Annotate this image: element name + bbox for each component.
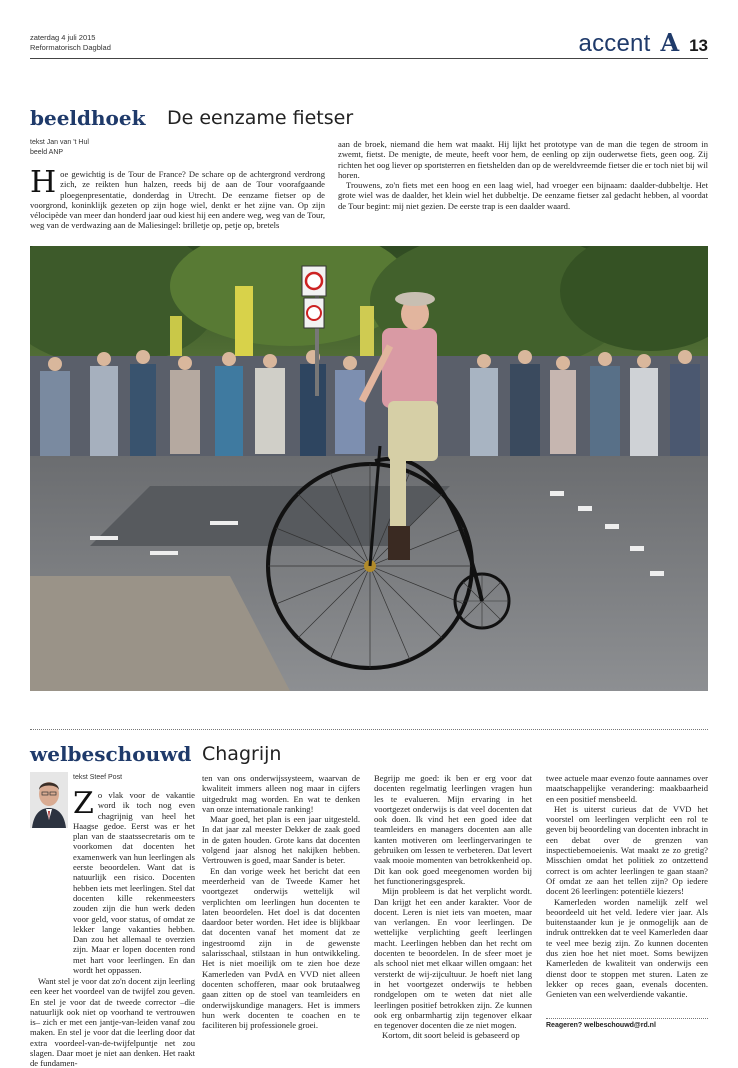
section-logo: A (660, 28, 680, 57)
paragraph: aan de broek, niemand die hem wat maakt. Hij lijkt het prototype van de man die tegen de stroom in zwemt, fietst. De menigte, de meute, heeft voor hem, de eenling op zijn ouderwetse fiets, geen oog. Zij richten het oog liever op sportsterren en fietshelden dan op de wereldvreemde fietser die er toch niet bij wil horen. (338, 139, 708, 180)
article2-author: tekst Steef Post (73, 774, 123, 781)
page-number: 13 (689, 36, 708, 55)
publication-name: Reformatorisch Dagblad (30, 43, 111, 52)
paragraph: Kamerleden worden namelijk zelf wel beoordeeld uit het veld. Iedere vier jaar. Als buitenstaander kun je je onmogelijk aan de indruk onttrekken dat te veel Kamerleden daar te veel mee bezig zijn. Zo kunnen docenten dus zien hoe het niet moet. Soms bewijzen Kamerleden de kwaliteit van onderwijs een dienst door te stoppen met sturen. Laten ze lekker op reces gaan, evenals docenten. Genieten van een welverdiende vakantie. (546, 896, 708, 1000)
article1-dropcap: H (30, 165, 57, 200)
reageren-divider (546, 1018, 708, 1019)
article1-photo-credit: beeld ANP (30, 148, 64, 156)
header-divider (30, 58, 708, 59)
article2-credits (73, 773, 122, 783)
article2-kicker: welbeschouwd (30, 742, 192, 766)
paragraph: En dan vorige week het bericht dat een meerderheid van de Tweede Kamer het voortgezet onderwijs wettelijk wil verplichten om leerlingen hun docenten te laten beoordelen. Het doel is dat docenten daardoor beter worden. Het idee is blijkbaar dat docenten vanaf het moment dat ze ingestroomd zijn in de gewenste salarisschaal, stilstaan in hun ontwikkeling. Het is niet moeilijk om te zien hoe deze Kamerleden van PvdA en VVD niet alleen docenten schofferen, maar ook brutaalweg gaan zitten op de stoel van teamleiders en onderwijskundige managers. Het is immers hun werk docenten te coachen en te faciliteren bij professionele groei. (202, 865, 360, 1031)
paragraph: Begrijp me goed: ik ben er erg voor dat docenten regelmatig leerlingen vragen hun les te evalueren. Mijn ervaring in het voortgezet onderwijs is dat veel docenten dat ook doen. Ik vind het een goed idee dat teamleiders en managers docenten aan alle kanten motiveren om leerlingervaringen te gebruiken om lessen te verbeteren. Dat levert vaak mooie momenten van betrokkenheid op. Dit kan ook goed meegenomen worden bij het functioneringsgesprek. (374, 773, 532, 886)
article2-column-4 (546, 773, 708, 1000)
article1-credits (30, 138, 89, 157)
section-name: accent (578, 30, 651, 57)
article1-author: tekst Jan van 't Hul (30, 139, 89, 146)
paragraph: Trouwens, zo'n fiets met een hoog en een laag wiel, had vroeger een bijnaam: daalder-dubbeltje. Het grote wiel was de daalder, het klein wiel het dubbeltje. De eenzame fietser zal gedacht hebben, al voordat de Tour begint: mij niet gezien. De eerste trap is een daalder waard. (338, 180, 708, 211)
paragraph: Want stel je voor dat zo'n docent zijn leerling een keer het voordeel van de twijfel zou geven. En stel je voor dat de tweede corrector –die natuurlijk ook niet op voorhand te vertrouwen is– zich er met een jantje-van-leiden vanaf zou maken. En stel je voor dat die leerling door dat extra voordeel-van-de-twijfelpuntje net zou slagen. Daar moet je niet aan denken. Het raakt de fundamen- (30, 976, 195, 1068)
article1-kicker: beeldhoek (30, 106, 146, 130)
author-portrait-image (30, 772, 68, 828)
penny-farthing-photo (30, 246, 708, 691)
article2-column-2 (202, 773, 360, 1030)
article1-headline: De eenzame fietser (167, 107, 354, 129)
paragraph: Mijn probleem is dat het verplicht wordt. Dan krijgt het een ander karakter. Voor de docent. Leren is niet iets van moeten, maar van verlangen. En voor leerlingen. De wettelijke verplichting geeft leerlingen macht. Leerlingen hebben dan het recht om docenten te beoordelen. In de sfeer moet je als school niet met elkaar willen omgaan: het versterkt de wij-zijcultuur. Je hoeft niet lang in het voortgezet onderwijs te hebben rondgelopen om te weten dat niet alle leerlingen positief betrokken zijn. Ze kunnen ook erg onbarmhartig zijn tegenover elkaar en tegenover docenten die ze niet mogen. (374, 886, 532, 1031)
article2-column-1-top (73, 786, 195, 976)
article1-column-1 (30, 165, 325, 231)
masthead-left (30, 33, 111, 53)
paragraph: Kortom, dit soort beleid is gebaseerd op (382, 1030, 520, 1041)
article1-column-2 (338, 139, 708, 211)
article2-headline: Chagrijn (202, 743, 282, 765)
article1-photo (30, 246, 708, 691)
paragraph: twee actuele maar evenzo foute aannames over maatschappelijke verandering: maakbaarheid en een positief mensbeeld. (546, 773, 708, 804)
paragraph: o vlak voor de vakantie word ik toch nog even chagrijnig van heel het Haagse gedoe. Eerst was er het plan van de staatssecretaris om te voorkomen dat docenten het examenwerk van hun leerlingen als eerste beoordelen. Want dat is natuurlijk een risico. Docenten hebben iets met leerlingen. Stel dat docenten kille rekenmeesters zouden zijn die hun werk deden voor geld, voor status, of omdat ze lekker lange vakanties hebben. Dan zou het allemaal te overzien zijn. Maar er lopen docenten rond met hart voor leerlingen. En dan wordt het oppassen. (73, 790, 195, 976)
paragraph: oe gewichtig is de Tour de France? De schare op de achtergrond verdrong zich, ze reikten hun halzen, reeds bij de aan de Tour voorafgaande ploegenpresentatie, donderdag in Utrecht. De eenzame fietser op de voorgrond, koninklijk gezeten op zijn hoge wiel, denkt er het zijne van. Op zijn vélocipède van meer dan honderd jaar oud kiest hij een andere weg, weg van de Tour, weg van de verdwazing aan de Maliesingel: brilletje op, petje op, bretels (30, 169, 325, 231)
article2-column-3 (374, 773, 532, 1041)
article2-column-1-bottom (30, 976, 195, 1068)
paragraph: Het is uiterst curieus dat de VVD het voorstel om leerlingen verplicht een rol te geven bij beoordeling van docenten inbracht in een debat over de grenzen van inspectiebemoeienis. Wat maakt ze zo gretig? Misschien omdat het politiek zo ontzettend correct is om achter leerlingen te gaan staan? Of omdat ze aan het tellen zijn? Op iedere docent 26 leerlingen: potentiële kiezers! (546, 803, 708, 897)
masthead-right (579, 28, 708, 58)
paragraph: Maar goed, het plan is een jaar uitgesteld. In dat jaar zal meester Dekker de zaak goed in de gaten houden. Grote kans dat docenten volgend jaar alsnog het nakijken hebben. Vertrouwen is goed, maar Sander is beter. (202, 814, 360, 866)
article2-dropcap: Z (73, 786, 94, 821)
reader-response-email[interactable]: Reageren? welbeschouwd@rd.nl (546, 1022, 656, 1029)
author-portrait (30, 772, 68, 828)
issue-date: zaterdag 4 juli 2015 (30, 33, 96, 42)
paragraph: ten van ons onderwijssysteem, waarvan de kwaliteit immers alleen nog maar in cijfers uitgedrukt mag worden. En wat te denken van onze internationale ranking! (202, 773, 360, 814)
section-divider (30, 729, 708, 730)
